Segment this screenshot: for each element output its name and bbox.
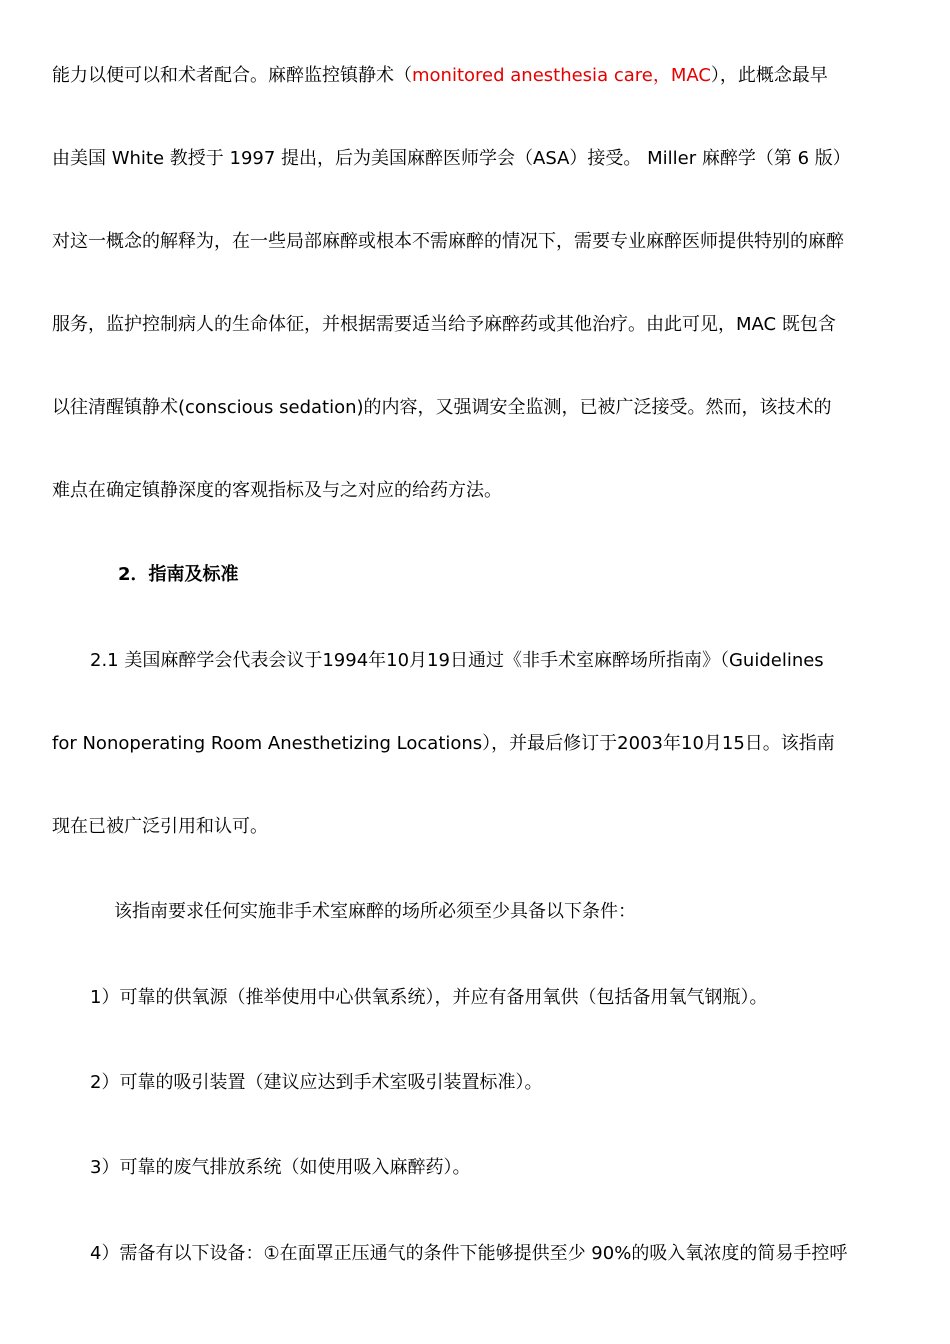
requirements-intro: 该指南要求任何实施非手术室麻醉的场所必须至少具备以下条件： <box>114 901 636 922</box>
section-2-1-line-1: 2.1 美国麻醉学会代表会议于1994年10月19日通过《非手术室麻醉场所指南》（Guidelines <box>90 650 824 671</box>
requirement-item-1: 1）可靠的供氧源（推举使用中心供氧系统），并应有备用氧供（包括备用氧气钢瓶）。 <box>90 987 768 1008</box>
intro-line-1 <box>52 63 898 89</box>
section-heading: 2．指南及标准 <box>118 564 239 585</box>
intro-line-1-text-b: ），此概念最早 <box>710 65 828 86</box>
intro-line-4: 服务，监护控制病人的生命体征，并根据需要适当给予麻醉药或其他治疗。由此可见，MAC 既包含 <box>52 314 836 335</box>
intro-line-3: 对这一概念的解释为，在一些局部麻醉或根本不需麻醉的情况下，需要专业麻醉医师提供特别的麻醉 <box>52 231 844 252</box>
intro-line-2: 由美国 White 教授于 1997 提出，后为美国麻醉医师学会（ASA）接受。 Miller 麻醉学（第 6 版） <box>52 148 851 169</box>
requirement-item-4: 4）需备有以下设备：①在面罩正压通气的条件下能够提供至少 90%的吸入氧浓度的简易手控呼 <box>90 1243 848 1264</box>
requirement-item-3: 3）可靠的废气排放系统（如使用吸入麻醉药）。 <box>90 1157 471 1178</box>
intro-line-6: 难点在确定镇静深度的客观指标及与之对应的给药方法。 <box>52 480 502 501</box>
section-2-1-line-2: for Nonoperating Room Anesthetizing Locations），并最后修订于2003年10月15日。该指南 <box>52 733 835 754</box>
intro-line-1-text-a: 能力以便可以和术者配合。麻醉监控镇静术（ <box>52 65 412 86</box>
requirement-item-2: 2）可靠的吸引装置（建议应达到手术室吸引装置标准）。 <box>90 1072 543 1093</box>
intro-line-5: 以往清醒镇静术(conscious sedation)的内容，又强调安全监测，已被广泛接受。然而，该技术的 <box>52 397 832 418</box>
section-2-1-line-3: 现在已被广泛引用和认可。 <box>52 816 268 837</box>
mac-term-highlight: monitored anesthesia care，MAC <box>412 65 711 86</box>
